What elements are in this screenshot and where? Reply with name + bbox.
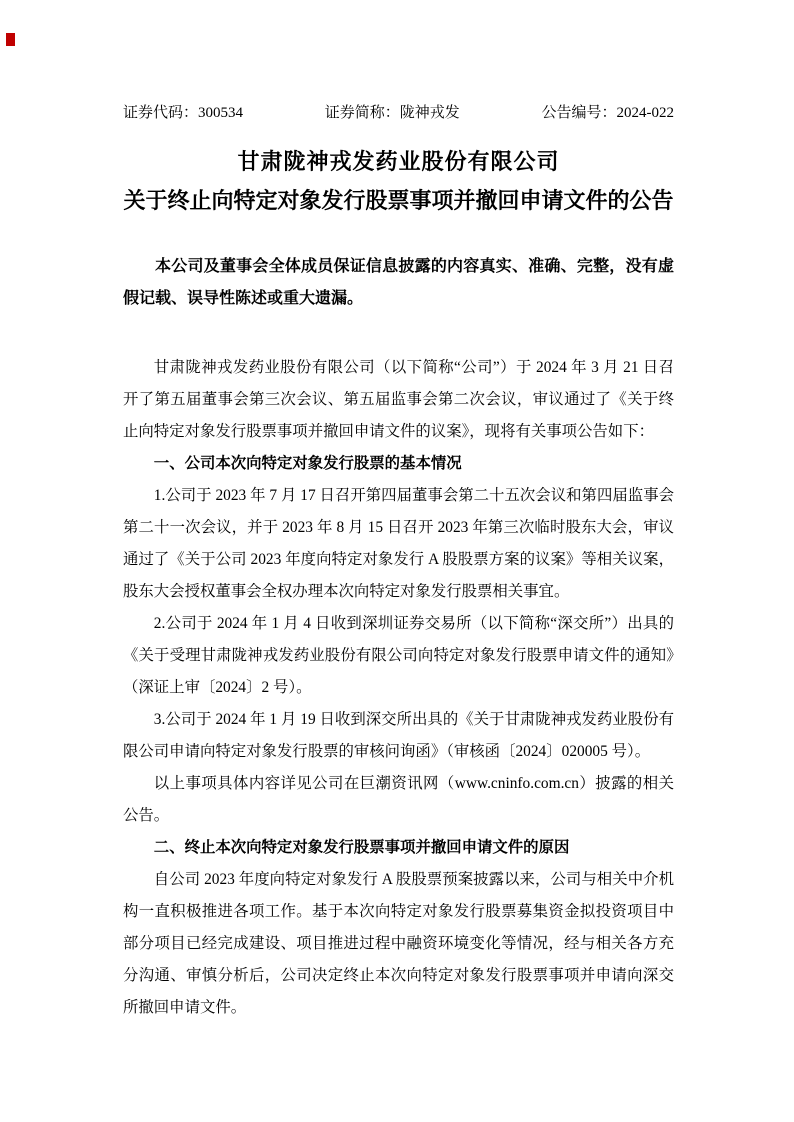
reference-note: 以上事项具体内容详见公司在巨潮资讯网（www.cninfo.com.cn）披露的相关公告。 (123, 775, 674, 824)
announcement-number: 公告编号：2024-022 (541, 105, 674, 121)
section1-item-2: 2.公司于 2024 年 1 月 4 日收到深圳证券交易所（以下简称“深交所”）出具的《关于受理甘肃陇神戎发药业股份有限公司向特定对象发行股票申请文件的通知》（深证上审〔2024〕2 号）。 (123, 615, 674, 696)
stock-code: 证券代码：300534 (123, 105, 244, 121)
document-header (123, 103, 674, 123)
red-corner-marker (6, 33, 15, 46)
section1-item-3: 3.公司于 2024 年 1 月 19 日收到深交所出具的《关于甘肃陇神戎发药业股份有限公司申请向特定对象发行股票的审核问询函》（审核函〔2024〕020005 号）。 (123, 711, 674, 760)
stock-name: 证券简称：陇神戎发 (324, 105, 460, 121)
company-title: 甘肃陇神戎发药业股份有限公司 (237, 149, 560, 174)
disclosure-statement: 本公司及董事会全体成员保证信息披露的内容真实、准确、完整，没有虚假记载、误导性陈述或重大遗漏。 (123, 258, 674, 307)
intro-paragraph: 甘肃陇神戎发药业股份有限公司（以下简称“公司”）于 2024 年 3 月 21 日召开了第五届董事会第三次会议、第五届监事会第二次会议，审议通过了《关于终止向特定对象发行股票事项并撤回申请文件的议案》，现将有关事项公告如下： (123, 359, 674, 440)
document-body (123, 352, 674, 1024)
section2-paragraph: 自公司 2023 年度向特定对象发行 A 股股票预案披露以来，公司与相关中介机构一直积极推进各项工作。基于本次向特定对象发行股票募集资金拟投资项目中部分项目已经完成建设、项目推进过程中融资环境变化等情况，经与相关各方充分沟通、审慎分析后，公司决定终止本次向特定对象发行股票事项并申请向深交所撤回申请文件。 (123, 871, 674, 1016)
section1-heading: 一、公司本次向特定对象发行股票的基本情况 (153, 455, 462, 472)
announcement-title: 关于终止向特定对象发行股票事项并撤回申请文件的公告 (123, 188, 674, 213)
section1-item-1: 1.公司于 2023 年 7 月 17 日召开第四届董事会第二十五次会议和第四届监事会第二十一次会议，并于 2023 年 8 月 15 日召开 2023 年第三次临时股东大会，审议通过了《关于公司 2023 年度向特定对象发行 A 股股票方案的议案》等相关议案，股东大会授权董事会全权办理本次向特定对象发行股票相关事宜。 (123, 487, 674, 600)
section2-heading: 二、终止本次向特定对象发行股票事项并撤回申请文件的原因 (153, 839, 570, 856)
